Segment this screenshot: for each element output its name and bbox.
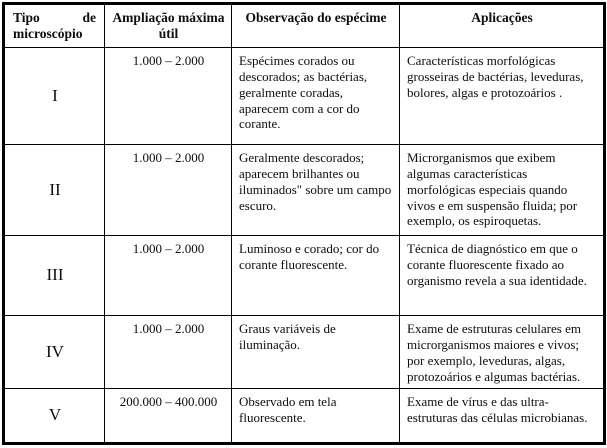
row-type-cell: IV [4, 316, 105, 389]
header-ampliacao-maxima: Ampliação máxima útil [105, 4, 232, 48]
row-magnification-cell: 1.000 – 2.000 [105, 236, 232, 316]
table-row [4, 316, 605, 389]
row-type-cell: II [4, 145, 105, 236]
row-magnification-cell: 1.000 – 2.000 [105, 145, 232, 236]
row-observation-cell: Luminoso e corado; cor do corante fluorescente. [232, 236, 400, 316]
row-applications-cell: Exame de estruturas celulares em microrganismos maiores e vivos; por exemplo, leveduras, algas, protozoários e algumas bactérias. [400, 316, 605, 389]
table-row [4, 48, 605, 145]
row-observation-cell: Graus variáveis de iluminação. [232, 316, 400, 389]
row-magnification-cell: 1.000 – 2.000 [105, 316, 232, 389]
row-applications-cell: Técnica de diagnóstico em que o corante fluorescente fixado ao organismo revela a sua identidade. [400, 236, 605, 316]
header-aplicacoes: Aplicações [400, 4, 605, 48]
table-row [4, 145, 605, 236]
header-tipo-microscopio: Tipo de microscópio [4, 4, 105, 48]
table-row [4, 236, 605, 316]
row-observation-cell: Observado em tela fluorescente. [232, 389, 400, 444]
row-type-cell: V [4, 389, 105, 444]
row-applications-cell: Exame de vírus e das ultra-estruturas das células microbianas. [400, 389, 605, 444]
microscope-types-table [2, 2, 606, 445]
row-observation-cell: Espécimes corados ou descorados; as bactérias, geralmente coradas, aparecem com a cor do corante. [232, 48, 400, 145]
row-type-cell: I [4, 48, 105, 145]
row-applications-cell: Características morfológicas grosseiras de bactérias, leveduras, bolores, algas e protozoários . [400, 48, 605, 145]
row-magnification-cell: 200.000 – 400.000 [105, 389, 232, 444]
row-observation-cell: Geralmente descorados; aparecem brilhantes ou iluminados" sobre um campo escuro. [232, 145, 400, 236]
table-row [4, 389, 605, 444]
row-applications-cell: Microrganismos que exibem algumas características morfológicas especiais quando vivos e em suspensão fluida; por exemplo, os espiroquetas. [400, 145, 605, 236]
header-row [4, 4, 605, 48]
header-observacao-especime: Observação do espécime [232, 4, 400, 48]
row-magnification-cell: 1.000 – 2.000 [105, 48, 232, 145]
row-type-cell: III [4, 236, 105, 316]
